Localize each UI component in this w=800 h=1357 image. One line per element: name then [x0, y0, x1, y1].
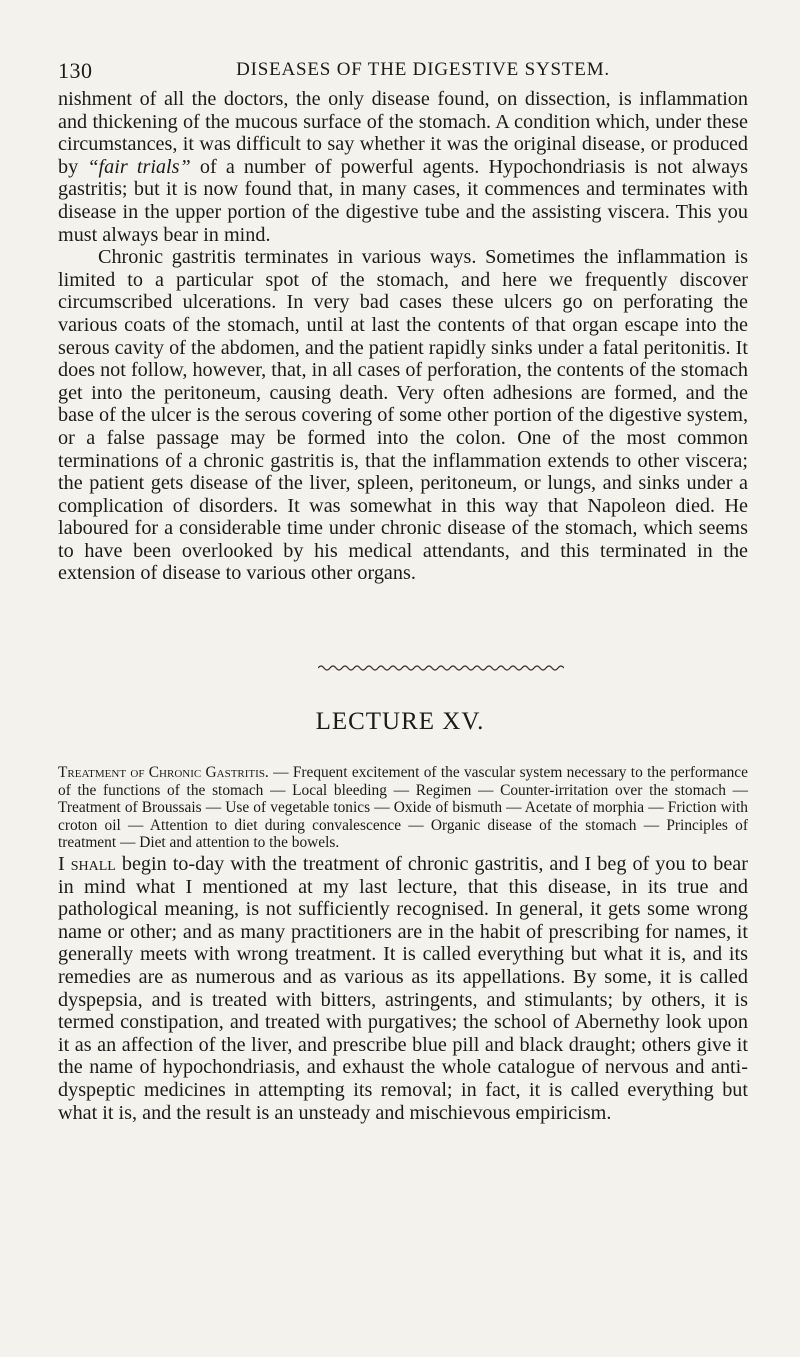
synopsis-heading: Treatment of Chronic Gastritis. — [58, 764, 269, 781]
ornamental-divider — [318, 663, 564, 673]
running-title: DISEASES OF THE DIGESTIVE SYSTEM. — [236, 59, 610, 80]
opening-words: I shall — [58, 853, 116, 875]
body-text-lecture — [58, 853, 748, 1124]
paragraph-continued — [58, 88, 748, 246]
synopsis-text: — Frequent excitement of the vascular system necessary to the performance of the functions of the stomach — Local bleeding — Regimen — Counter-irritation over the stomach — Treatment of Broussais — Use of vegetable tonics — Oxide of bismuth — Acetate of morphia — Friction with croton oil — Attention to diet during convalescence — Organic disease of the stomach — Principles of treatment — Diet and attention to the bowels. — [58, 764, 748, 852]
paragraph-treatment-text: begin to-day with the treatment of chronic gastritis, and I beg of you to bear in mind what I mentioned at my last lecture, that this disease, in its true and pathological meaning, is not sufficiently recognised. In general, it gets some wrong name or other; and as many practitioners are in the habit of prescribing for names, it generally meets with wrong treatment. It is called everything but what it is, and its remedies are as numerous and as various as its appellations. By some, it is called dyspepsia, and is treated with bitters, astringents, and stimulants; by others, it is termed constipation, and treated with purgatives; the school of Abernethy look upon it as an affection of the liver, and prescribe blue pill and black draught; others give it the name of hypochondriasis, and exhaust the whole catalogue of nervous and anti-dyspeptic medicines in attempting its removal; in fact, it is called everything but what it is, and the result is an unsteady and mischievous empiricism. — [58, 853, 748, 1124]
paragraph-chronic-gastritis: Chronic gastritis terminates in various ways. Sometimes the inflammation is limited to a particular spot of the stomach, and here we frequently discover circumscribed ulcerations. In very bad cases these ulcers go on perforating the various coats of the stomach, until at last the contents of that organ escape into the serous cavity of the abdomen, and the patient rapidly sinks under a fatal peritonitis. It does not follow, however, that, in all cases of perforation, the contents of the stomach get into the peritoneum, causing death. Very often adhesions are formed, and the base of the ulcer is the serous covering of some other portion of the digestive system, or a false passage may be formed into the colon. One of the most common terminations of a chronic gastritis is, that the inflammation extends to other viscera; the patient gets disease of the liver, spleen, peritoneum, or lungs, and sinks under a complication of disorders. It was somewhat in this way that Napoleon died. He laboured for a considerable time under chronic disease of the stomach, which seems to have been overlooked by his medical attendants, and this terminated in the extension of disease to various other organs. — [58, 246, 748, 585]
paragraph-intro: nishment of all the doctors, the only disease found, on dissection, is inflammation and thickening of the mucous surface of the stomach. A condition which, under these circumstances, it was difficult to say whether it was the original disease, or produced by — [58, 88, 748, 178]
page-number: 130 — [58, 58, 93, 83]
lecture-title: LECTURE XV. — [315, 708, 485, 735]
paragraph-treatment — [58, 853, 748, 1124]
running-head — [58, 58, 758, 88]
body-text-top — [58, 88, 748, 585]
lecture-synopsis — [58, 764, 748, 852]
paragraph-rest: of a number of powerful agents. Hypochondriasis is not always gastritis; but it is now found that, in many cases, it commences and terminates with disease in the upper portion of the digestive tube and the assisting viscera. This you must always bear in mind. — [58, 155, 748, 246]
italic-phrase: “fair trials” — [87, 155, 191, 178]
